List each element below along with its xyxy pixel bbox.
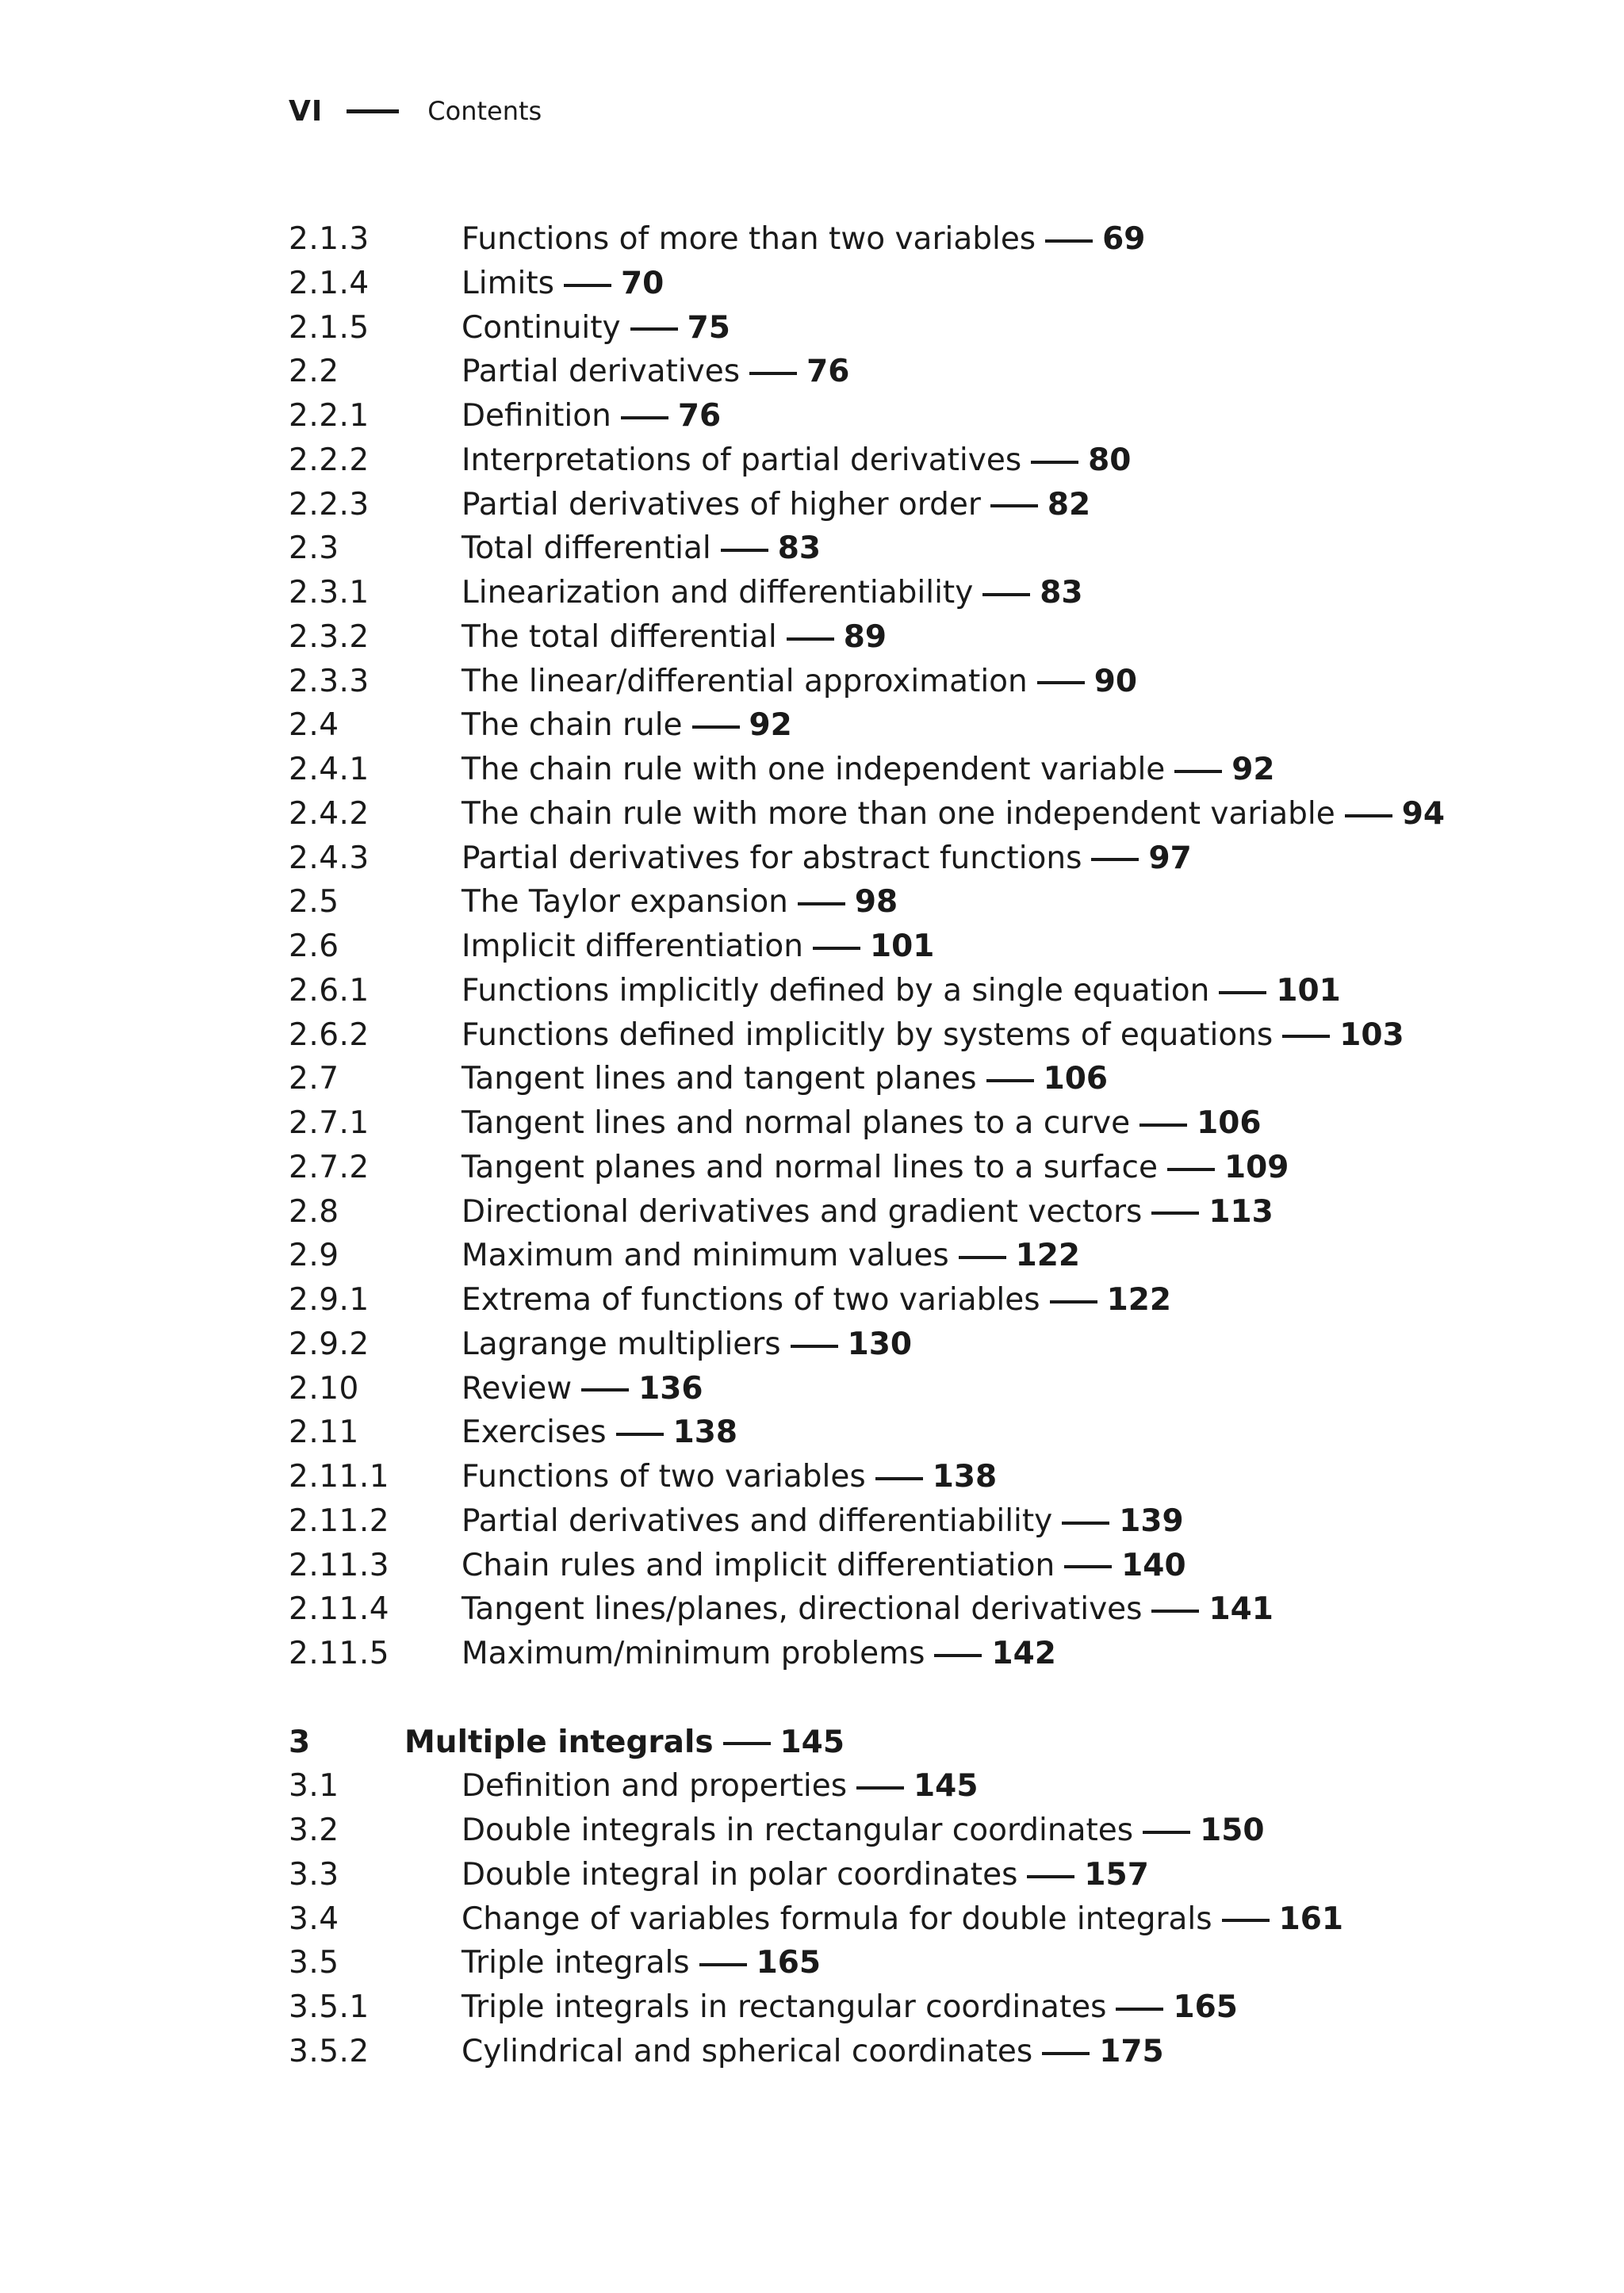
toc-leader-rule	[749, 372, 797, 375]
toc-leader-rule	[798, 902, 845, 905]
toc-entry[interactable]	[462, 350, 849, 394]
toc-leader-rule	[1151, 1212, 1199, 1215]
toc-page-number: 75	[687, 309, 730, 346]
toc-leader-rule	[875, 1477, 923, 1480]
toc-row[interactable]	[289, 615, 1557, 660]
toc-entry-number: 2.3.1	[289, 575, 370, 611]
toc-row[interactable]	[289, 792, 1557, 836]
header-rule	[347, 109, 399, 113]
toc-page-number: 136	[638, 1370, 703, 1407]
toc-entry[interactable]	[462, 1941, 821, 1985]
toc-entry-title: The Taylor expansion	[462, 884, 788, 921]
toc-row[interactable]	[289, 350, 1557, 394]
toc-row[interactable]	[289, 880, 1557, 924]
toc-entry-number: 2.3.3	[289, 663, 370, 699]
toc-entry-title: The chain rule with more than one independent variable	[462, 795, 1335, 832]
toc-page-number: 165	[756, 1945, 822, 1981]
toc-entry-number: 2.7	[289, 1061, 339, 1097]
toc-entry-title: Tangent lines and normal planes to a curve	[462, 1105, 1131, 1141]
toc-entry-number: 2.6.1	[289, 972, 370, 1009]
toc-page-number: 101	[1276, 972, 1341, 1009]
toc-entry[interactable]	[462, 1057, 1108, 1101]
toc-entry[interactable]	[462, 262, 664, 306]
toc-entry-number: 2.11.4	[289, 1591, 390, 1628]
toc-entry-title: Definition and properties	[462, 1768, 848, 1805]
toc-entry-title: Functions implicitly defined by a single equation	[462, 972, 1210, 1009]
toc-entry-number: 2.11.1	[289, 1459, 390, 1495]
toc-entry-number: 3.2	[289, 1813, 339, 1848]
toc-entry-title: Review	[462, 1370, 573, 1407]
toc-entry-number: 2.4.3	[289, 840, 370, 876]
toc-entry[interactable]	[462, 660, 1137, 704]
toc-row[interactable]	[289, 1632, 1557, 1676]
toc-entry-number: 2.11	[289, 1414, 359, 1451]
toc-row[interactable]	[289, 262, 1557, 306]
toc-entry-number: 3.5.2	[289, 2033, 370, 2069]
toc-page-number: 97	[1148, 840, 1192, 876]
toc-leader-rule	[982, 593, 1030, 596]
toc-entry-title: Partial derivatives and differentiability	[462, 1503, 1053, 1539]
toc-page-number: 139	[1119, 1503, 1184, 1539]
toc-entry-title: The chain rule with one independent variable	[462, 752, 1166, 787]
toc-page-number: 83	[777, 530, 821, 567]
toc-entry-number: 2.11.3	[289, 1547, 390, 1583]
toc-row[interactable]	[289, 1985, 1557, 2030]
toc-leader-rule	[616, 1433, 664, 1436]
toc-entry-title: Directional derivatives and gradient vectors	[462, 1193, 1143, 1230]
toc-row[interactable]	[289, 1101, 1557, 1146]
toc-entry-title: Lagrange multipliers	[462, 1326, 781, 1362]
toc-page-number: 138	[932, 1459, 998, 1495]
toc-entry-number: 2.2.2	[289, 442, 370, 478]
toc-row[interactable]	[289, 1013, 1557, 1058]
toc-entry-title: Implicit differentiation	[462, 928, 803, 964]
table-of-contents	[289, 217, 1557, 2074]
toc-page-number: 142	[991, 1636, 1056, 1671]
toc-entry[interactable]	[404, 1721, 845, 1765]
toc-entry-title: Limits	[462, 265, 554, 301]
toc-row[interactable]	[289, 1234, 1557, 1278]
toc-entry-title: Tangent lines/planes, directional derivatives	[462, 1591, 1143, 1628]
toc-entry-title: The total differential	[462, 618, 777, 655]
toc-row[interactable]	[289, 1057, 1557, 1101]
toc-leader-rule	[1222, 1919, 1270, 1922]
toc-leader-rule	[990, 504, 1038, 507]
toc-row[interactable]	[289, 1455, 1557, 1499]
page-number: VI	[289, 94, 324, 128]
toc-entry[interactable]	[462, 615, 887, 660]
toc-entry-number: 2.4	[289, 707, 339, 744]
toc-entry-title: Functions of two variables	[462, 1459, 866, 1495]
toc-entry[interactable]	[462, 1190, 1274, 1235]
toc-leader-rule	[1045, 239, 1093, 243]
toc-leader-rule	[1143, 1831, 1190, 1834]
toc-entry[interactable]	[462, 1632, 1056, 1676]
toc-page-number: 106	[1197, 1105, 1262, 1141]
toc-entry-title: Partial derivatives	[462, 354, 741, 390]
toc-page-number: 92	[749, 707, 792, 744]
toc-entry-number: 2.7.2	[289, 1149, 370, 1185]
toc-entry-number: 2.10	[289, 1370, 359, 1407]
toc-page-number: 69	[1102, 221, 1146, 257]
toc-leader-rule	[813, 947, 860, 950]
toc-entry[interactable]	[462, 1499, 1184, 1544]
toc-entry-title: The chain rule	[462, 707, 683, 744]
toc-entry[interactable]	[462, 748, 1275, 792]
toc-chapter-row[interactable]	[289, 1721, 1557, 1765]
toc-entry[interactable]	[462, 836, 1192, 881]
toc-page-number: 82	[1047, 486, 1091, 523]
toc-row[interactable]	[289, 1941, 1557, 1985]
toc-leader-rule	[1027, 1875, 1074, 1878]
toc-entry-title: Partial derivatives for abstract functions	[462, 840, 1082, 876]
toc-leader-rule	[1037, 681, 1085, 684]
toc-row[interactable]	[289, 836, 1557, 881]
toc-entry[interactable]	[462, 1323, 912, 1367]
toc-entry[interactable]	[462, 1764, 978, 1809]
toc-page-number: 140	[1121, 1547, 1186, 1583]
toc-row[interactable]	[289, 924, 1557, 969]
toc-entry[interactable]	[462, 1853, 1149, 1897]
toc-leader-rule	[934, 1654, 982, 1657]
toc-page-number: 92	[1231, 752, 1275, 787]
toc-row[interactable]	[289, 217, 1557, 262]
toc-page-number: 150	[1200, 1813, 1265, 1848]
toc-row[interactable]	[289, 394, 1557, 438]
toc-entry-title: Functions of more than two variables	[462, 221, 1036, 257]
toc-leader-rule	[787, 637, 834, 641]
toc-entry-number: 3.5.1	[289, 1989, 370, 2025]
toc-page-number: 90	[1094, 663, 1138, 699]
toc-leader-rule	[1174, 770, 1222, 773]
toc-row[interactable]	[289, 1278, 1557, 1323]
toc-entry[interactable]	[462, 571, 1083, 615]
toc-page-number: 130	[847, 1326, 913, 1362]
toc-page-number: 89	[843, 618, 887, 655]
toc-entry[interactable]	[462, 483, 1090, 527]
toc-page-number: 122	[1106, 1282, 1171, 1318]
toc-row[interactable]	[289, 1190, 1557, 1235]
toc-leader-rule	[692, 725, 740, 729]
toc-entry-number: 2.6	[289, 928, 339, 964]
toc-entry-number: 2.3	[289, 530, 339, 567]
toc-entry[interactable]	[462, 1411, 737, 1455]
toc-row[interactable]	[289, 969, 1557, 1013]
toc-entry-title: Triple integrals in rectangular coordinates	[462, 1989, 1107, 2025]
toc-leader-rule	[630, 327, 678, 331]
toc-page-number: 161	[1278, 1901, 1343, 1937]
toc-entry-title: Multiple integrals	[404, 1724, 714, 1760]
toc-leader-rule	[1282, 1035, 1330, 1038]
toc-page-number: 141	[1208, 1591, 1274, 1628]
toc-row[interactable]	[289, 703, 1557, 748]
toc-entry-title: Double integrals in rectangular coordinates	[462, 1813, 1134, 1848]
toc-page-number: 94	[1401, 795, 1446, 832]
toc-entry-number: 2.11.2	[289, 1503, 390, 1539]
toc-row[interactable]	[289, 1323, 1557, 1367]
toc-entry-number: 2.1.3	[289, 221, 370, 257]
toc-page-number: 103	[1339, 1016, 1404, 1053]
toc-entry[interactable]	[462, 792, 1445, 836]
page-header	[289, 94, 542, 128]
toc-leader-rule	[1062, 1522, 1109, 1525]
toc-entry-title: Extrema of functions of two variables	[462, 1282, 1040, 1318]
toc-entry[interactable]	[462, 924, 934, 969]
toc-leader-rule	[1219, 991, 1266, 994]
toc-entry[interactable]	[462, 969, 1341, 1013]
toc-entry[interactable]	[462, 1278, 1171, 1323]
toc-leader-rule	[791, 1345, 838, 1348]
toc-leader-rule	[1167, 1168, 1215, 1171]
toc-page-number: 76	[806, 354, 850, 390]
toc-entry[interactable]	[462, 1809, 1265, 1853]
toc-entry-title: Linearization and differentiability	[462, 575, 974, 611]
toc-row[interactable]	[289, 1809, 1557, 1853]
toc-row[interactable]	[289, 483, 1557, 527]
toc-entry-number: 2.2.3	[289, 486, 370, 523]
toc-leader-rule	[986, 1079, 1034, 1082]
toc-page-number: 165	[1173, 1989, 1238, 2025]
toc-entry-title: Change of variables formula for double integrals	[462, 1901, 1212, 1937]
toc-entry-number: 2.5	[289, 884, 339, 921]
toc-page-number: 138	[672, 1414, 738, 1451]
toc-entry-title: Total differential	[462, 530, 711, 567]
toc-page-number: 101	[869, 928, 935, 964]
toc-leader-rule	[1091, 858, 1139, 861]
toc-page-number: 83	[1040, 575, 1083, 611]
toc-entry[interactable]	[462, 1985, 1238, 2030]
toc-page-number: 106	[1043, 1061, 1109, 1097]
toc-leader-rule	[1064, 1565, 1112, 1568]
toc-leader-rule	[959, 1256, 1006, 1259]
toc-entry-number: 2.3.2	[289, 618, 370, 655]
toc-entry-title: Double integral in polar coordinates	[462, 1856, 1018, 1893]
toc-leader-rule	[1345, 814, 1392, 817]
toc-entry-title: Interpretations of partial derivatives	[462, 442, 1022, 478]
toc-entry[interactable]	[462, 394, 721, 438]
toc-entry-number: 2.8	[289, 1193, 339, 1230]
toc-leader-rule	[856, 1786, 904, 1790]
toc-entry[interactable]	[462, 1897, 1343, 1942]
toc-row[interactable]	[289, 1764, 1557, 1809]
toc-row[interactable]	[289, 1897, 1557, 1942]
toc-entry[interactable]	[462, 1146, 1289, 1190]
toc-page-number: 145	[779, 1724, 845, 1760]
toc-row[interactable]	[289, 571, 1557, 615]
toc-leader-rule	[1139, 1124, 1187, 1127]
toc-entry-title: Chain rules and implicit differentiation	[462, 1547, 1055, 1583]
toc-entry-title: Functions defined implicitly by systems of equations	[462, 1016, 1274, 1053]
toc-row[interactable]	[289, 1499, 1557, 1544]
toc-page-number: 113	[1208, 1193, 1274, 1230]
toc-entry[interactable]	[462, 1101, 1262, 1146]
toc-entry[interactable]	[462, 1455, 997, 1499]
toc-entry-title: Partial derivatives of higher order	[462, 486, 981, 523]
toc-entry[interactable]	[462, 438, 1131, 483]
toc-entry-number: 2.9.1	[289, 1282, 370, 1318]
toc-entry-title: Triple integrals	[462, 1945, 690, 1981]
toc-page-number: 175	[1099, 2033, 1164, 2069]
toc-entry-number: 2.9	[289, 1238, 339, 1274]
toc-entry[interactable]	[462, 1013, 1404, 1058]
toc-page-number: 98	[854, 884, 898, 921]
toc-leader-rule	[564, 284, 611, 287]
toc-entry-title: Tangent lines and tangent planes	[462, 1061, 977, 1097]
toc-entry[interactable]	[462, 526, 821, 571]
toc-entry-number: 2.4.1	[289, 752, 370, 787]
section-gap	[289, 1676, 1557, 1721]
toc-leader-rule	[721, 549, 768, 552]
toc-entry[interactable]	[462, 306, 730, 350]
toc-leader-rule	[1031, 461, 1078, 464]
toc-leader-rule	[723, 1742, 771, 1745]
toc-leader-rule	[1050, 1300, 1097, 1303]
toc-entry-title: Maximum and minimum values	[462, 1238, 949, 1274]
toc-row[interactable]	[289, 1544, 1557, 1588]
toc-entry-title: Definition	[462, 398, 611, 434]
toc-row[interactable]	[289, 1367, 1557, 1411]
toc-row[interactable]	[289, 748, 1557, 792]
toc-entry[interactable]	[462, 1234, 1080, 1278]
toc-row[interactable]	[289, 2030, 1557, 2074]
toc-entry-number: 3.4	[289, 1901, 339, 1937]
toc-entry-title: The linear/differential approximation	[462, 663, 1028, 699]
toc-row[interactable]	[289, 1411, 1557, 1455]
toc-entry-number: 2.2.1	[289, 398, 370, 434]
toc-entry[interactable]	[462, 1587, 1274, 1632]
toc-entry-number: 2.7.1	[289, 1105, 370, 1141]
toc-leader-rule	[1151, 1610, 1199, 1613]
toc-entry-title: Tangent planes and normal lines to a surface	[462, 1149, 1158, 1185]
toc-page-number: 157	[1084, 1856, 1149, 1893]
toc-page-number: 122	[1015, 1238, 1081, 1274]
toc-entry-number: 2.1.5	[289, 309, 370, 346]
toc-page-number: 80	[1088, 442, 1132, 478]
toc-entry-number: 2.11.5	[289, 1636, 390, 1671]
toc-entry-title: Maximum/minimum problems	[462, 1636, 925, 1671]
toc-row[interactable]	[289, 1146, 1557, 1190]
toc-page-number: 109	[1224, 1149, 1289, 1185]
toc-entry-number: 2.6.2	[289, 1016, 370, 1053]
toc-entry-number: 2.2	[289, 354, 339, 390]
toc-page-number: 70	[621, 265, 665, 301]
toc-entry-number: 3.3	[289, 1856, 339, 1893]
toc-leader-rule	[581, 1388, 629, 1391]
toc-entry-number: 3	[289, 1724, 311, 1760]
toc-page-number: 145	[914, 1768, 979, 1805]
toc-row[interactable]	[289, 526, 1557, 571]
toc-entry-title: Exercises	[462, 1414, 607, 1451]
toc-row[interactable]	[289, 660, 1557, 704]
toc-entry-number: 3.1	[289, 1768, 339, 1805]
toc-entry[interactable]	[462, 2030, 1164, 2074]
toc-row[interactable]	[289, 1853, 1557, 1897]
running-head: Contents	[427, 96, 542, 126]
toc-entry[interactable]	[462, 703, 792, 748]
toc-leader-rule	[621, 416, 668, 419]
toc-entry-title: Continuity	[462, 309, 621, 346]
toc-entry[interactable]	[462, 880, 898, 924]
toc-entry[interactable]	[462, 217, 1145, 262]
toc-entry-number: 2.1.4	[289, 265, 370, 301]
toc-row[interactable]	[289, 1587, 1557, 1632]
toc-leader-rule	[1116, 2008, 1163, 2011]
toc-entry-title: Cylindrical and spherical coordinates	[462, 2033, 1033, 2069]
toc-entry-number: 3.5	[289, 1945, 339, 1981]
toc-row[interactable]	[289, 306, 1557, 350]
toc-entry-number: 2.4.2	[289, 795, 370, 832]
toc-leader-rule	[699, 1963, 747, 1966]
toc-row[interactable]	[289, 438, 1557, 483]
toc-entry-number: 2.9.2	[289, 1326, 370, 1362]
toc-entry[interactable]	[462, 1367, 703, 1411]
toc-entry[interactable]	[462, 1544, 1186, 1588]
toc-page-number: 76	[677, 398, 722, 434]
toc-leader-rule	[1042, 2052, 1090, 2055]
